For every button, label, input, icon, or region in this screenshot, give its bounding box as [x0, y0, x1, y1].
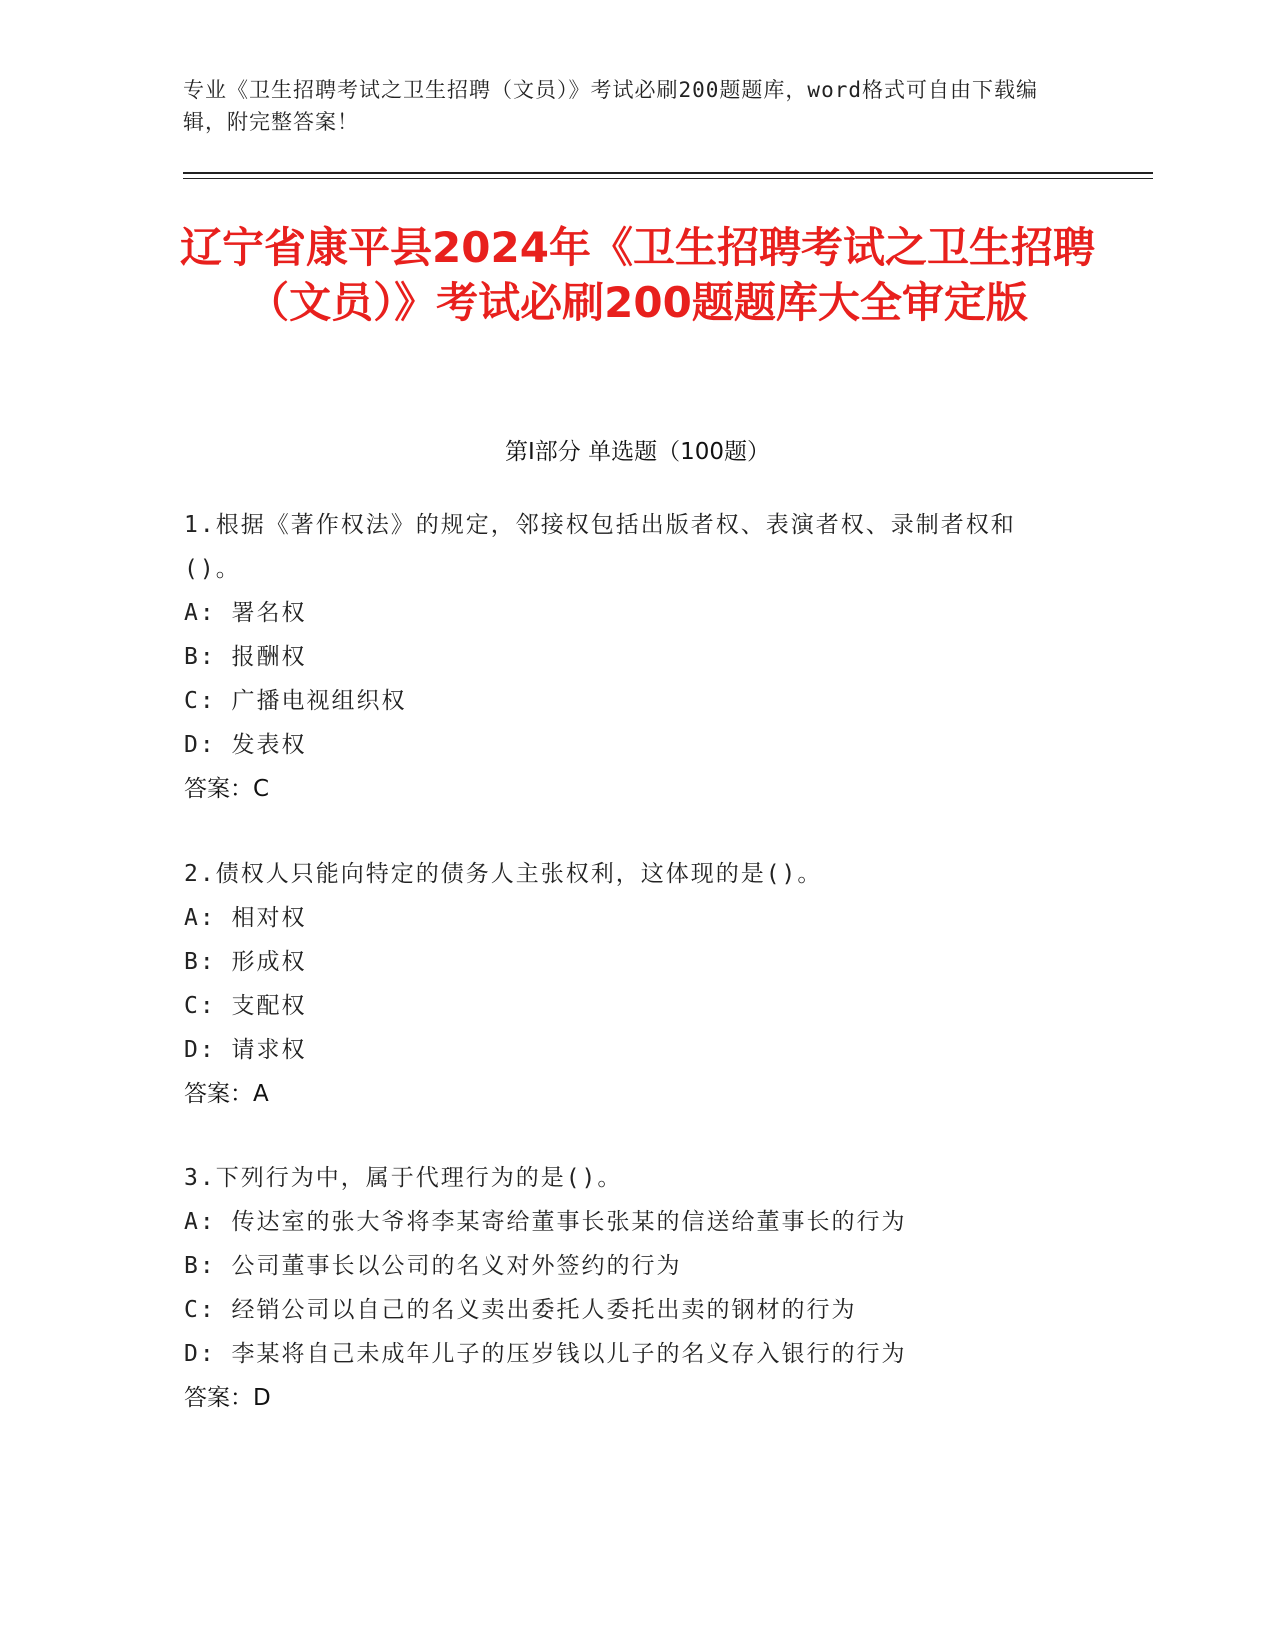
header-divider-thin: [183, 178, 1153, 179]
option-c: C: 支配权: [184, 993, 307, 1019]
option-b: B: 形成权: [184, 949, 307, 975]
option-a: A: 署名权: [184, 600, 307, 626]
document-title: 辽宁省康平县2024年《卫生招聘考试之卫生招聘（文员）》考试必刷200题题库大全审定版: [180, 223, 1095, 327]
answer: 答案：C: [184, 776, 270, 802]
section-title: 第Ⅰ部分 单选题（100题）: [505, 439, 770, 465]
answer: 答案：A: [184, 1081, 269, 1107]
option-a: A: 传达室的张大爷将李某寄给董事长张某的信送给董事长的行为: [184, 1209, 907, 1235]
question-stem: 1.根据《著作权法》的规定，邻接权包括出版者权、表演者权、录制者权和()。: [184, 512, 1016, 582]
option-d: D: 发表权: [184, 732, 307, 758]
header-note: 专业《卫生招聘考试之卫生招聘（文员）》考试必刷200题题库，word格式可自由下载编辑，附完整答案！: [183, 78, 1038, 134]
question-1: [184, 503, 1064, 811]
option-d: D: 李某将自己未成年儿子的压岁钱以儿子的名义存入银行的行为: [184, 1341, 907, 1367]
option-c: C: 经销公司以自己的名义卖出委托人委托出卖的钢材的行为: [184, 1297, 857, 1323]
question-stem: 3.下列行为中，属于代理行为的是()。: [184, 1165, 623, 1191]
option-a: A: 相对权: [184, 905, 307, 931]
option-d: D: 请求权: [184, 1037, 307, 1063]
option-b: B: 公司董事长以公司的名义对外签约的行为: [184, 1253, 682, 1279]
question-3: [184, 1156, 1064, 1420]
header-divider: [183, 172, 1153, 174]
option-b: B: 报酬权: [184, 644, 307, 670]
answer: 答案：D: [184, 1385, 271, 1411]
option-c: C: 广播电视组织权: [184, 688, 407, 714]
question-stem: 2.债权人只能向特定的债务人主张权利，这体现的是()。: [184, 861, 823, 887]
question-2: [184, 852, 1064, 1116]
